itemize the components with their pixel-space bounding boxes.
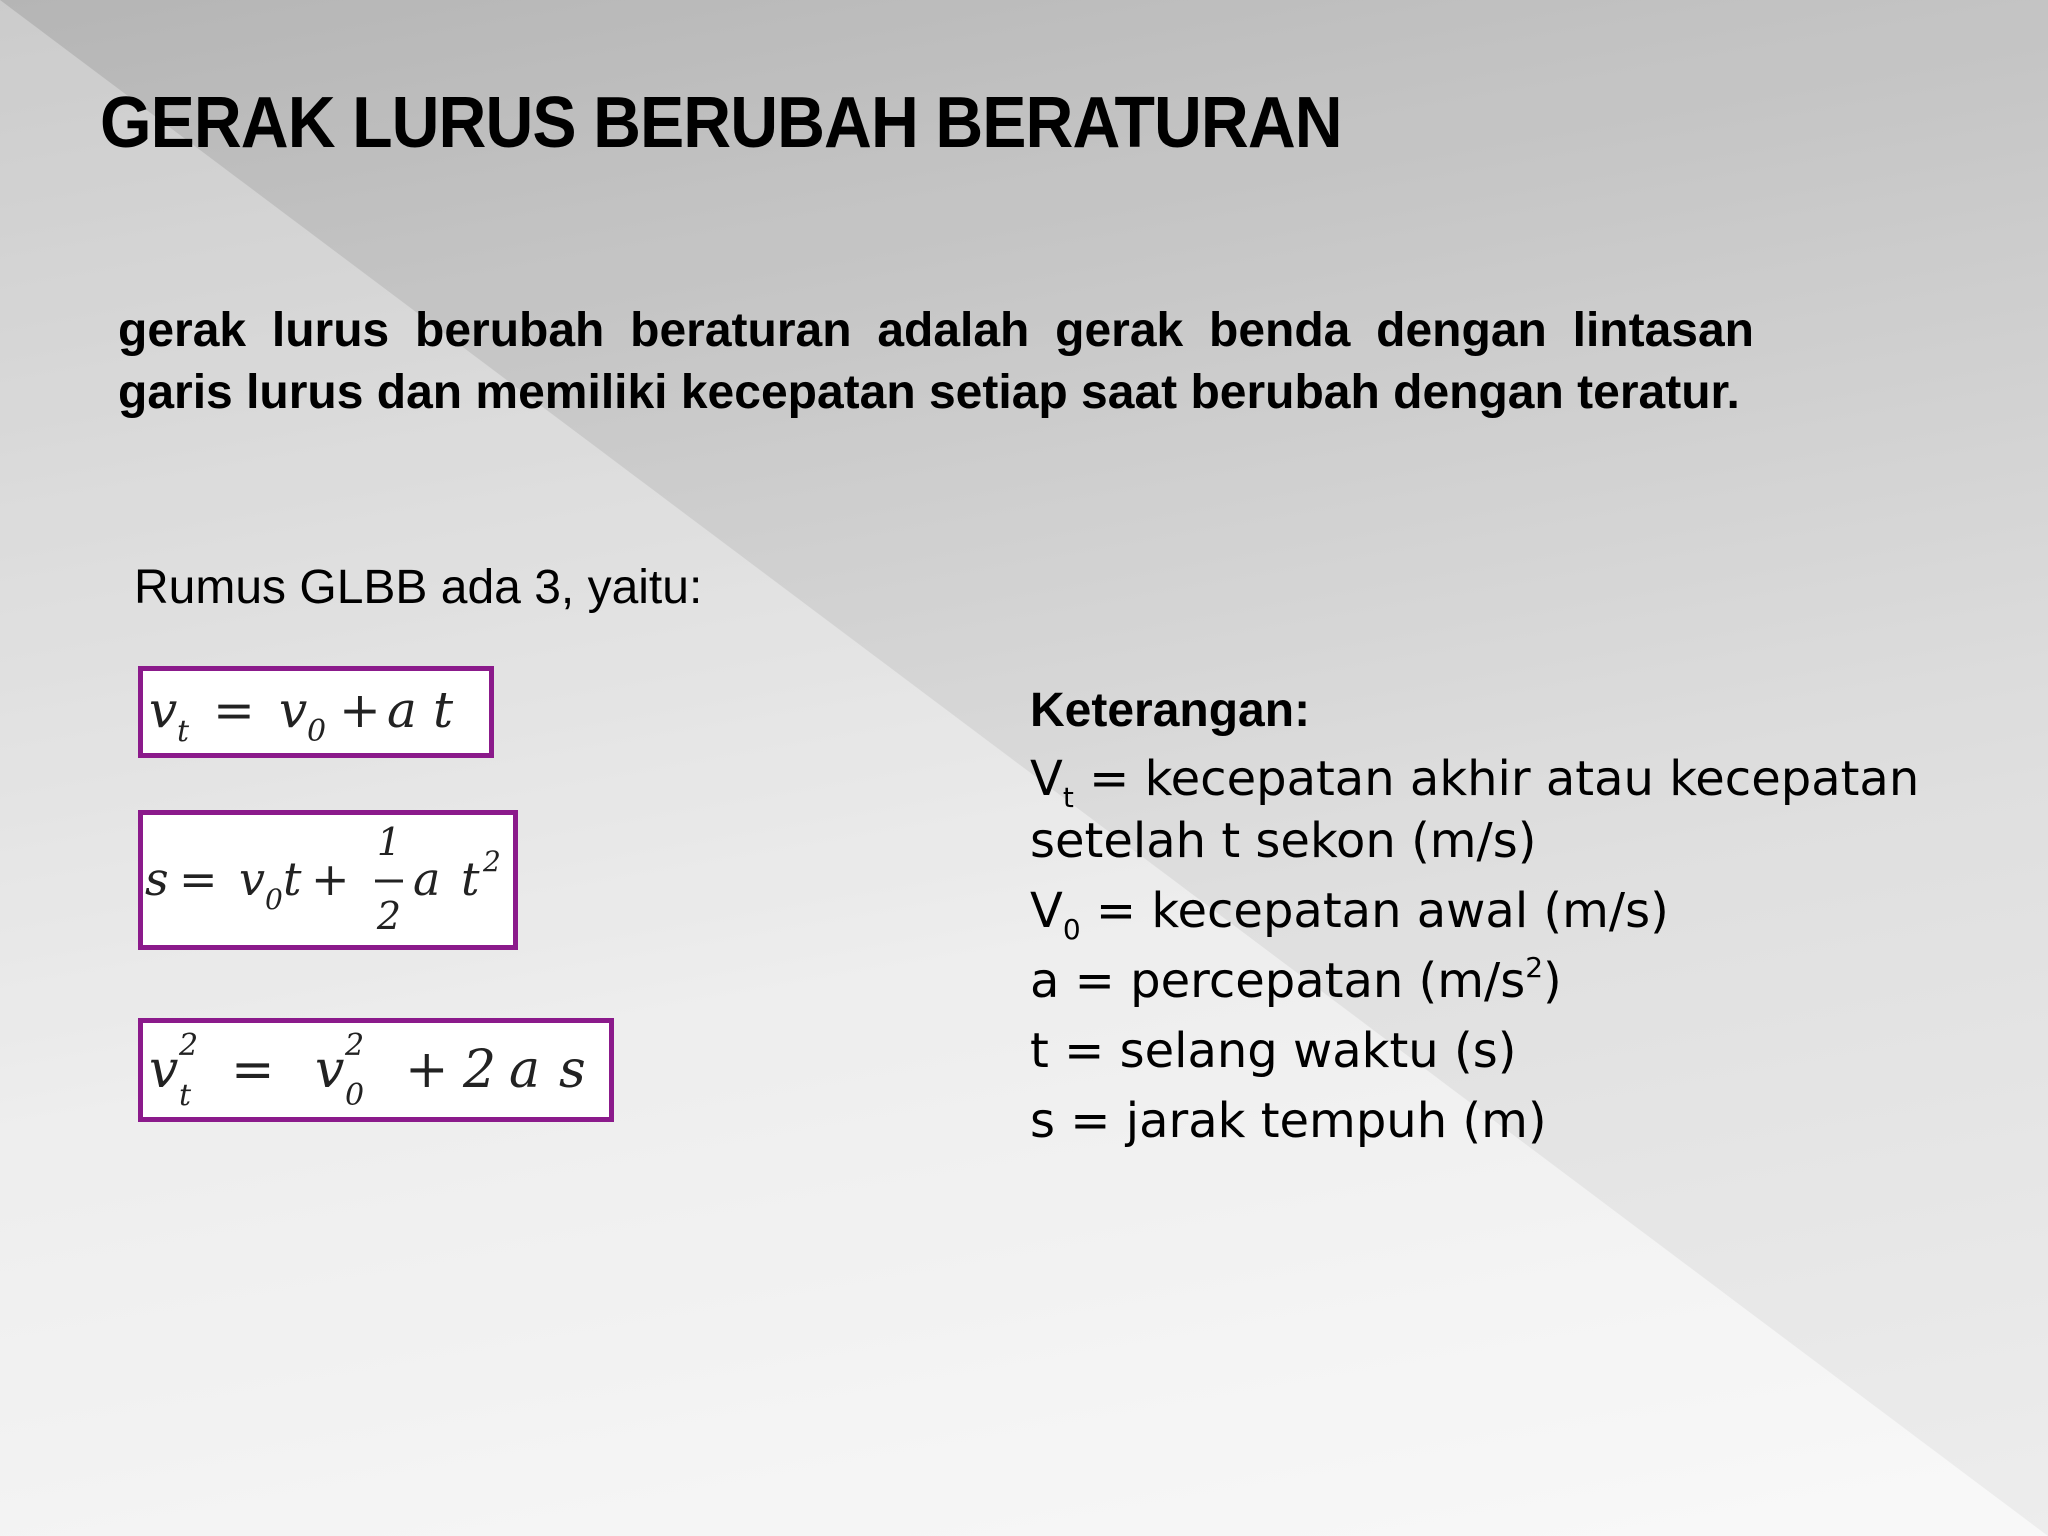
svg-text:v: v [239, 852, 265, 906]
svg-text:a: a [509, 1040, 541, 1100]
formula-distance [138, 810, 518, 950]
svg-text:=: = [179, 852, 218, 906]
formula-velocity-squared [138, 1018, 614, 1122]
svg-text:v: v [149, 681, 178, 739]
svg-text:0: 0 [345, 1078, 365, 1113]
svg-text:=: = [231, 1040, 275, 1100]
svg-text:2: 2 [179, 1028, 199, 1063]
svg-text:v: v [279, 681, 308, 739]
svg-text:a: a [413, 852, 441, 906]
legend-item-time: t = selang waktu (s) [1030, 1023, 1517, 1079]
svg-text:2: 2 [376, 894, 402, 938]
svg-text:t: t [179, 1078, 192, 1113]
svg-text:2: 2 [483, 845, 501, 878]
svg-text:v: v [149, 1040, 179, 1100]
legend-item-acceleration: a = percepatan $(m/s^2)$ [1030, 951, 1562, 1009]
svg-text:t: t [283, 852, 302, 906]
svg-text:t: t [461, 852, 480, 906]
svg-text:2: 2 [345, 1028, 365, 1063]
svg-text:t: t [433, 681, 454, 739]
svg-text:1: 1 [376, 820, 402, 864]
slide-title: GERAK LURUS BERUBAH BERATURAN [100, 83, 1342, 163]
svg-text:0: 0 [307, 714, 327, 749]
svg-text:=: = [213, 681, 255, 739]
svg-text:+: + [405, 1040, 449, 1100]
svg-text:v: v [315, 1040, 345, 1100]
legend-item-final-velocity: $V_t$ = kecepatan akhir atau kecepatan setelah t sekon (m/s) [1030, 751, 1920, 869]
svg-text:s: s [145, 852, 169, 906]
definition-paragraph: gerak lurus berubah beraturan adalah gerak benda dengan lintasan garis lurus dan memiliki kecepatan setiap saat berubah dengan teratur. [118, 304, 1754, 419]
svg-text:t: t [177, 714, 190, 749]
formula-velocity [138, 666, 494, 758]
formula-intro: Rumus GLBB ada 3, yaitu: [134, 561, 703, 614]
svg-text:2: 2 [463, 1040, 497, 1100]
legend-item-initial-velocity: $V_0$ = kecepatan awal (m/s) [1030, 883, 1669, 946]
svg-text:a: a [387, 681, 417, 739]
svg-text:+: + [311, 852, 350, 906]
svg-text:+: + [339, 681, 381, 739]
svg-text:s: s [559, 1040, 586, 1100]
legend-title: Keterangan: [1030, 684, 1311, 737]
svg-text:0: 0 [265, 883, 283, 916]
legend-item-distance: s = jarak tempuh (m) [1030, 1093, 1547, 1149]
legend [1030, 680, 2030, 1160]
